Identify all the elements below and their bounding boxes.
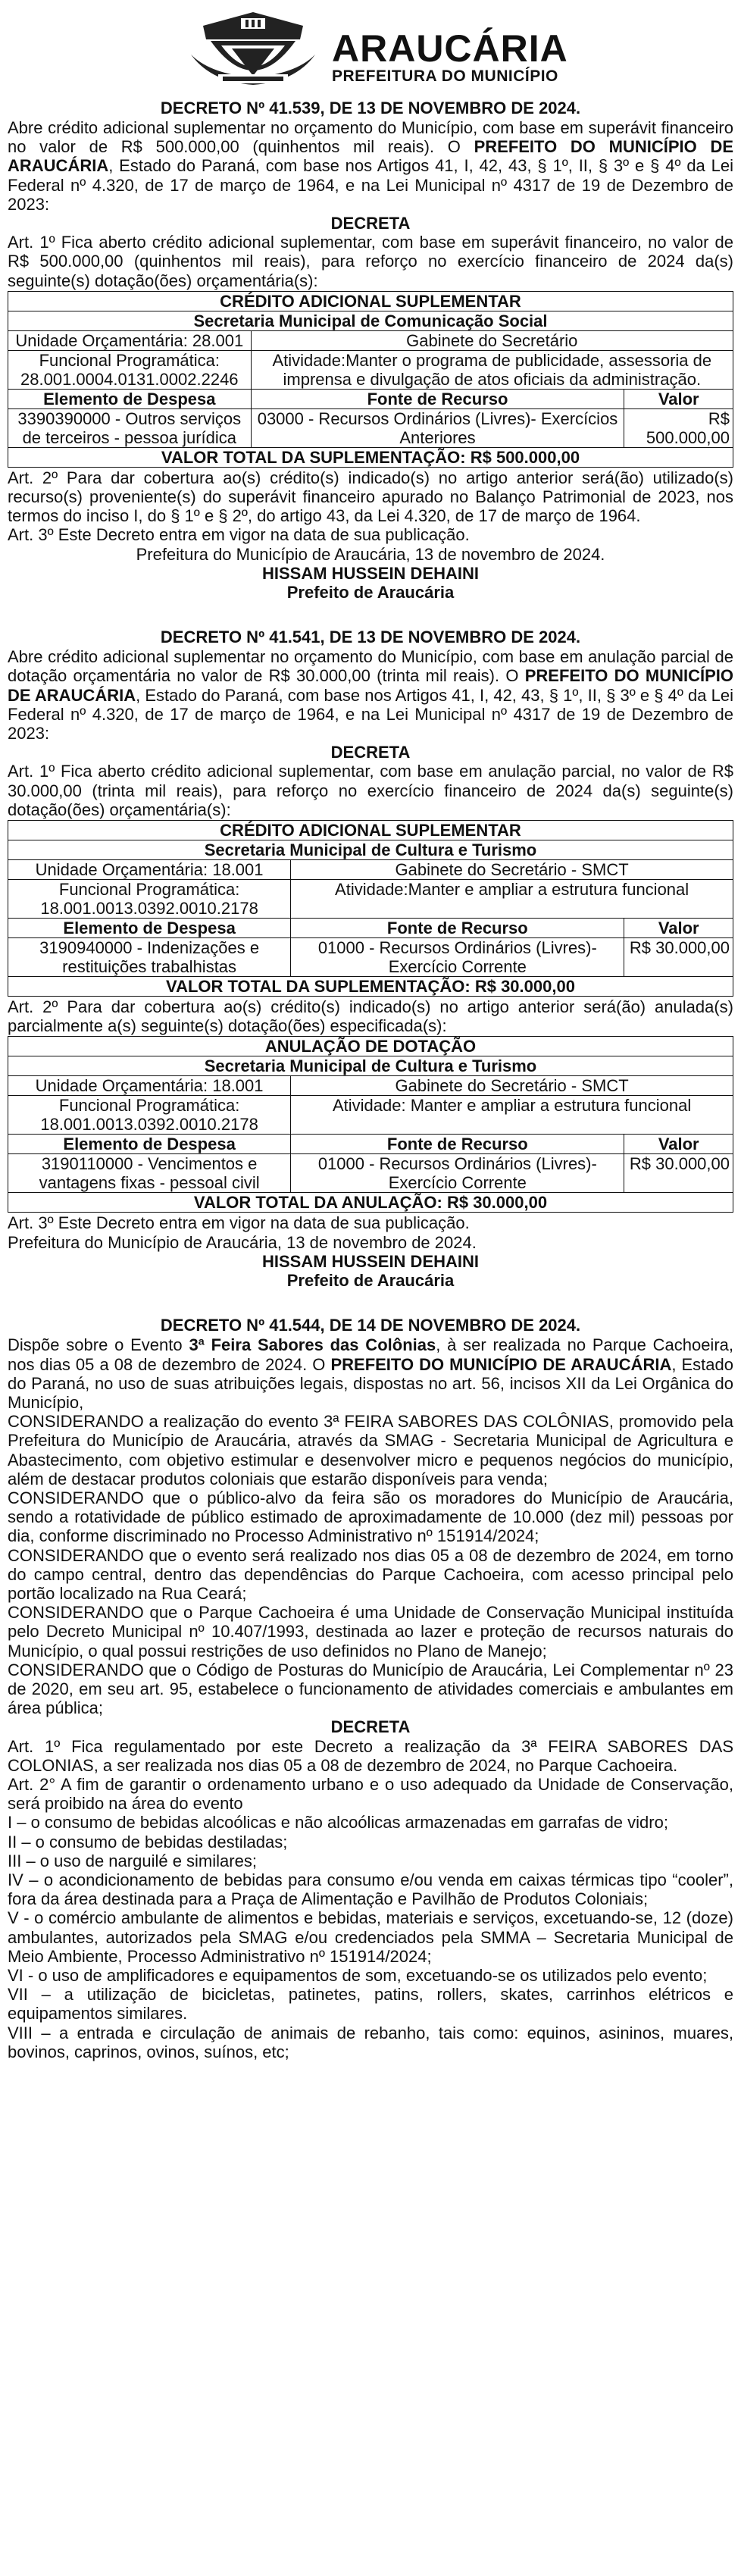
col-header-fonte: Fonte de Recurso: [251, 389, 624, 408]
preamble-text: Dispõe sobre o Evento: [8, 1335, 189, 1355]
col-header-fonte: Fonte de Recurso: [291, 919, 624, 938]
preamble-authority: PREFEITO DO MUNICÍPIO DE ARAUCÁRIA: [330, 1354, 672, 1374]
inciso-6: VI - o uso de amplificadores e equipamentos de som, excetuando-se os utilizados pelo evento;: [8, 1966, 708, 1985]
brand-name: ARAUCÁRIA: [332, 27, 568, 70]
budget-table-suplementar: [8, 820, 733, 997]
cell-valor: R$ 30.000,00: [624, 1154, 733, 1193]
table-secretaria: Secretaria Municipal de Comunicação Social: [8, 311, 733, 330]
decreta-heading: DECRETA: [330, 214, 411, 233]
article-1: Art. 1º Fica regulamentado por este Decreto a realização da 3ª FEIRA SABORES DAS COLONIAS, a ser realizada nos dias 05 a 08 de dezembro de 2024, no Parque Cachoeira.: [8, 1736, 733, 1775]
table-unidade: Unidade Orçamentária: 18.001: [8, 1076, 291, 1096]
preamble-text: Abre crédito adicional suplementar no orçamento do Município, com base em anulação parcial de dotação orçamentária no valor de R$ 30.000,00 (trinta mil reais). O: [8, 647, 733, 686]
budget-table: [8, 291, 733, 468]
cell-fonte: 01000 - Recursos Ordinários (Livres)- Exercício Corrente: [291, 1154, 624, 1193]
table-secretaria: Secretaria Municipal de Cultura e Turismo: [8, 840, 733, 860]
table-title: CRÉDITO ADICIONAL SUPLEMENTAR: [8, 291, 733, 311]
col-header-elemento: Elemento de Despesa: [8, 1135, 291, 1154]
article-1: Art. 1º Fica aberto crédito adicional suplementar, com base em superávit financeiro, no valor de R$ 500.000,00 (quinhentos mil reais), para reforço no exercício financeiro de 2024 da(s) seguinte(s) dotação(ões) orçamentária(s):: [8, 233, 733, 290]
table-funcional: Funcional Programática: 18.001.0013.0392.0010.2178: [8, 880, 291, 919]
brand-block: [332, 29, 568, 85]
article-3: Art. 3º Este Decreto entra em vigor na data de sua publicação.: [8, 1213, 470, 1233]
col-header-valor: Valor: [624, 389, 733, 408]
preamble-authority: PREFEITO DO MUNICÍPIO DE ARAUCÁRIA: [8, 666, 733, 705]
inciso-5: V - o comércio ambulante de alimentos e bebidas, materiais e serviços, excetuando-se, 12 (doze) ambulantes, autorizados pela SMAG e/ou credenciados pela SMMA – Secretaria Municipal de Meio Ambiente, Processo Administrativo nº 151914/2024;: [8, 1908, 733, 1966]
table-gabinete: Gabinete do Secretário - SMCT: [291, 1076, 733, 1096]
decree-41541: [8, 628, 733, 1290]
article-1: Art. 1º Fica aberto crédito adicional suplementar, com base em anulação parcial, no valor de R$ 30.000,00 (trinta mil reais), para reforço no exercício financeiro de 2024 da(s) seguinte(s) dotação(ões) orçamentária(s):: [8, 762, 733, 819]
decree-preamble: [8, 118, 733, 214]
inciso-4: IV – o acondicionamento de bebidas para consumo e/ou venda em caixas térmicas tipo “cooler”, fora da área destinada para a Praça de Alimentação e Pavilhão de Produtos Coloniais;: [8, 1870, 733, 1909]
col-header-valor: Valor: [624, 1135, 733, 1154]
col-header-valor: Valor: [624, 919, 733, 938]
cell-fonte: 03000 - Recursos Ordinários (Livres)- Exercícios Anteriores: [251, 408, 624, 447]
table-atividade: Atividade: Manter e ampliar a estrutura funcional: [291, 1096, 733, 1135]
table-total: VALOR TOTAL DA ANULAÇÃO: R$ 30.000,00: [8, 1193, 733, 1213]
place-date: Prefeitura do Município de Araucária, 13 de novembro de 2024.: [8, 1232, 477, 1252]
considerando-4: CONSIDERANDO que o Parque Cachoeira é uma Unidade de Conservação Municipal instituída pelo Decreto Municipal nº 10.407/1993, destinada ao lazer e proteção de recursos naturais do Município, o qual possui restrições de uso definidos no Plano de Manejo;: [8, 1603, 733, 1660]
table-title: CRÉDITO ADICIONAL SUPLEMENTAR: [8, 821, 733, 840]
table-gabinete: Gabinete do Secretário: [251, 330, 733, 350]
col-header-elemento: Elemento de Despesa: [8, 919, 291, 938]
cell-valor: R$ 500.000,00: [624, 408, 733, 447]
preamble-text-cont: , Estado do Paraná, com base nos Artigos 41, I, 42, 43, § 1º, II, § 3º e § 4º da Lei Federal nº 4.320, de 17 de março de 1964, e na Lei Municipal nº 4317 de 19 de Dezembro de 2023:: [8, 156, 733, 214]
decreta-heading: DECRETA: [330, 1717, 411, 1737]
table-funcional: Funcional Programática: 28.001.0004.0131.0002.2246: [8, 350, 252, 389]
table-unidade: Unidade Orçamentária: 28.001: [8, 330, 252, 350]
decree-title: DECRETO Nº 41.539, DE 13 DE NOVEMBRO DE 2024.: [160, 99, 581, 117]
table-secretaria: Secretaria Municipal de Cultura e Turismo: [8, 1056, 733, 1076]
preamble-text-cont: , à ser realizada no Parque Cachoeira, nos dias 05 a 08 de dezembro de 2024. O: [8, 1335, 733, 1374]
brand-subtitle: PREFEITURA DO MUNICÍPIO: [332, 67, 558, 85]
decreta-heading: DECRETA: [330, 743, 411, 762]
table-atividade: Atividade:Manter e ampliar a estrutura funcional: [291, 880, 733, 919]
considerando-3: CONSIDERANDO que o evento será realizado nos dias 05 a 08 de dezembro de 2024, em torno do campo central, dentro das dependências do Parque Cachoeira, com acesso principal pelo portão localizado na Rua Ceará;: [8, 1545, 733, 1603]
cell-elemento: 3190940000 - Indenizações e restituições trabalhistas: [8, 938, 291, 977]
table-atividade: Atividade:Manter o programa de publicidade, assessoria de imprensa e divulgação de atos oficiais da administração.: [251, 350, 733, 389]
decree-title: DECRETO Nº 41.544, DE 14 DE NOVEMBRO DE 2024.: [160, 1316, 581, 1335]
page-header: [8, 0, 733, 92]
signer-name: HISSAM HUSSEIN DEHAINI: [261, 563, 480, 583]
considerando-1: CONSIDERANDO a realização do evento 3ª FEIRA SABORES DAS COLÔNIAS, promovido pela Prefeitura do Município de Araucária, através da SMAG - Secretaria Municipal de Agricultura e Abastecimento, com objetivo estimular e desenvolver micro e pequenos negócios do município, além de destacar produtos coloniais que estarão disponíveis para venda;: [8, 1412, 733, 1488]
cell-valor: R$ 30.000,00: [624, 938, 733, 977]
signer-role: Prefeito de Araucária: [286, 583, 455, 603]
article-2: Art. 2º Para dar cobertura ao(s) crédito(s) indicado(s) no artigo anterior será(ão) anulada(s) parcialmente a(s) seguinte(s) dotação(ões) especificada(s):: [8, 997, 733, 1036]
table-total: VALOR TOTAL DA SUPLEMENTAÇÃO: R$ 500.000,00: [8, 447, 733, 467]
table-unidade: Unidade Orçamentária: 18.001: [8, 860, 291, 880]
inciso-2: II – o consumo de bebidas destiladas;: [8, 1832, 288, 1851]
cell-elemento: 3190110000 - Vencimentos e vantagens fixas - pessoal civil: [8, 1154, 291, 1193]
preamble-text-end: , Estado do Paraná, no uso de suas atribuições legais, dispostas no art. 56, incisos XII da Lei Orgânica do Município,: [8, 1354, 733, 1412]
table-gabinete: Gabinete do Secretário - SMCT: [291, 860, 733, 880]
preamble-authority: PREFEITO DO MUNICÍPIO DE ARAUCÁRIA: [8, 137, 733, 176]
signer-role: Prefeito de Araucária: [286, 1271, 455, 1291]
decree-41544: [8, 1316, 733, 2061]
preamble-event-name: 3ª Feira Sabores das Colônias: [189, 1335, 436, 1355]
place-date: Prefeitura do Município de Araucária, 13 de novembro de 2024.: [136, 544, 605, 564]
col-header-fonte: Fonte de Recurso: [291, 1135, 624, 1154]
decree-title: DECRETO Nº 41.541, DE 13 DE NOVEMBRO DE 2024.: [160, 628, 581, 647]
table-title: ANULAÇÃO DE DOTAÇÃO: [8, 1037, 733, 1056]
preamble-text: Abre crédito adicional suplementar no orçamento do Município, com base em superávit financeiro no valor de R$ 500.000,00 (quinhentos mil reais). O: [8, 118, 733, 157]
article-3: Art. 3º Este Decreto entra em vigor na data de sua publicação.: [8, 525, 470, 545]
col-header-elemento: Elemento de Despesa: [8, 389, 252, 408]
inciso-3: III – o uso de narguilé e similares;: [8, 1851, 257, 1870]
decree-preamble: [8, 1335, 733, 1412]
considerando-2: CONSIDERANDO que o público-alvo da feira são os moradores do Município de Araucária, sendo a rotatividade de público estimado de aproximadamente de 10.000 (dez mil) pessoas por dia, conforme discriminado no Processo Administrativo nº 151914/2024;: [8, 1488, 733, 1546]
signer-name: HISSAM HUSSEIN DEHAINI: [261, 1251, 480, 1271]
inciso-8: VIII – a entrada e circulação de animais de rebanho, tais como: equinos, asininos, muares, bovinos, caprinos, ovinos, suínos, etc;: [8, 2023, 733, 2061]
decree-41539: [8, 99, 733, 602]
table-total: VALOR TOTAL DA SUPLEMENTAÇÃO: R$ 30.000,00: [8, 977, 733, 997]
considerando-5: CONSIDERANDO que o Código de Posturas do Município de Araucária, Lei Complementar nº 23 de 2020, em seu art. 95, estabelece o funcionamento de atividades comerciais e ambulantes em área pública;: [8, 1660, 733, 1718]
table-funcional: Funcional Programática: 18.001.0013.0392.0010.2178: [8, 1096, 291, 1135]
article-2: Art. 2º Para dar cobertura ao(s) crédito(s) indicado(s) no artigo anterior será(ão) utilizado(s) recurso(s) proveniente(s) do superávit financeiro apurado no Balanço Patrimonial de 2023, nos termos do inciso I, do § 1º e § 2º, do artigo 43, da Lei 4.320, de 17 de março de 1964.: [8, 468, 733, 526]
inciso-1: I – o consumo de bebidas alcoólicas e não alcoólicas armazenadas em garrafas de vidro;: [8, 1813, 668, 1833]
article-2: Art. 2° A fim de garantir o ordenamento urbano e o uso adequado da Unidade de Conservação, será proibido na área do evento: [8, 1774, 733, 1814]
budget-table-anulacao: [8, 1036, 733, 1213]
cell-elemento: 3390390000 - Outros serviços de terceiros - pessoa jurídica: [8, 408, 252, 447]
inciso-7: VII – a utilização de bicicletas, patinetes, patins, rollers, skates, carrinhos elétricos e equipamentos similares.: [8, 1985, 733, 2024]
cell-fonte: 01000 - Recursos Ordinários (Livres)- Exercício Corrente: [291, 938, 624, 977]
decree-preamble: [8, 647, 733, 743]
preamble-text-cont: , Estado do Paraná, com base nos Artigos 41, I, 42, 43, § 1º, II, § 3º e § 4º da Lei Federal nº 4.320, de 17 de março de 1964, e na Lei Municipal nº 4317 de 19 de Dezembro de 2023:: [8, 685, 733, 743]
document-page: [8, 0, 733, 2061]
municipal-seal-icon: [188, 9, 318, 88]
